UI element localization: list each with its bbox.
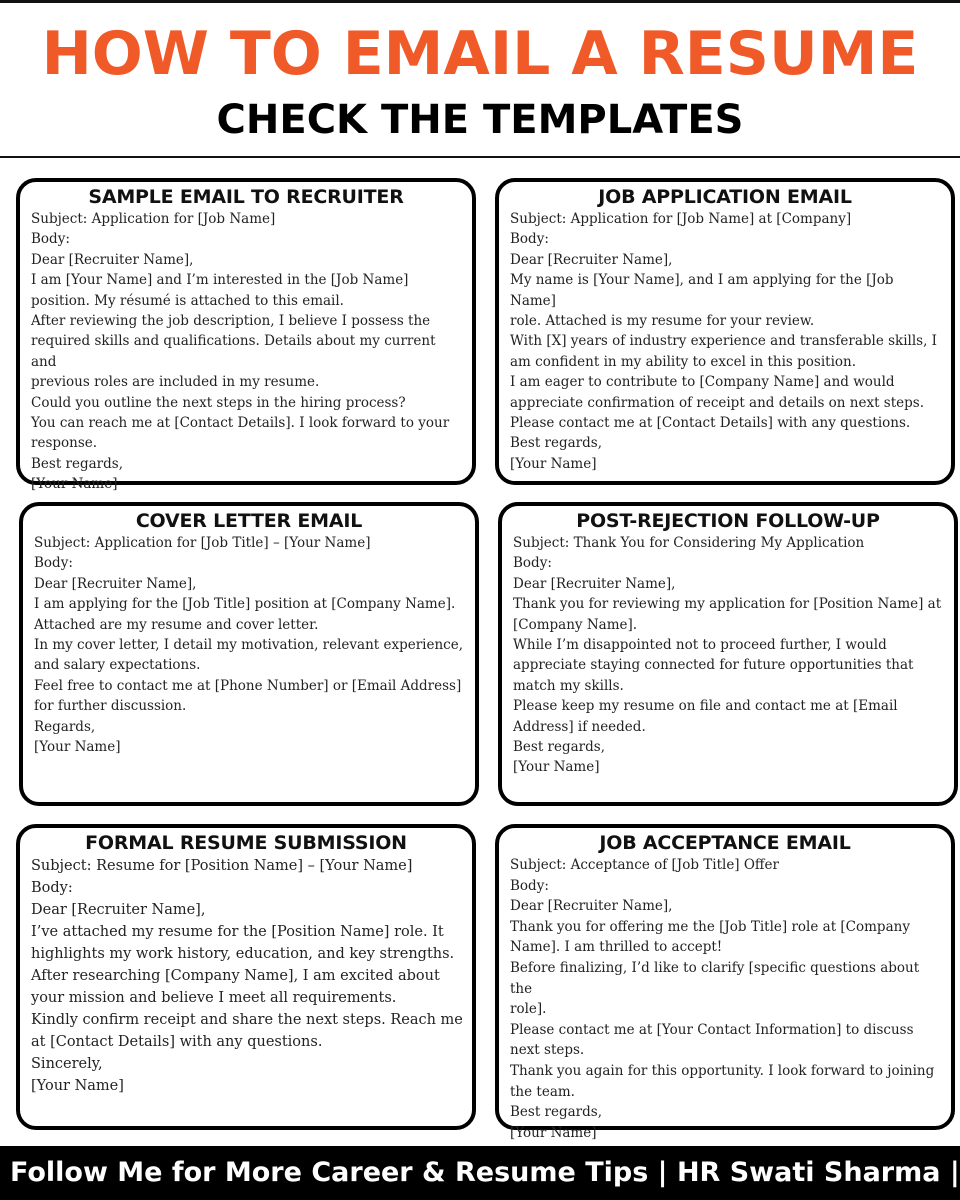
email-line: highlights my work history, education, and key strengths. (31, 946, 455, 962)
email-line: Regards, (34, 718, 96, 735)
card-title: JOB APPLICATION EMAIL (598, 186, 852, 208)
email-line: In my cover letter, I detail my motivation, relevant experience, (34, 637, 464, 654)
card-title: FORMAL RESUME SUBMISSION (85, 832, 407, 854)
card-post-rejection-follow-up (498, 502, 958, 806)
card-job-application-email (495, 178, 955, 485)
email-line: Thank you for reviewing my application for [Position Name] at (513, 596, 942, 613)
email-line: Sincerely, (31, 1056, 103, 1072)
email-line: Feel free to contact me at [Phone Number] or [Email Address] (34, 677, 462, 694)
email-line: Best regards, (31, 455, 124, 472)
email-line: Subject: Application for [Job Name] at [Company] (510, 211, 852, 227)
email-line: Subject: Thank You for Considering My Application (513, 535, 865, 551)
email-line: Body: (31, 231, 70, 248)
email-line: the team. (510, 1083, 575, 1100)
card-body (499, 855, 951, 1143)
email-line: your mission and believe I meet all requirements. (31, 990, 397, 1006)
top-divider (0, 0, 960, 3)
card-cover-letter-email (19, 502, 479, 806)
email-line: am confident in my ability to excel in this position. (510, 353, 857, 370)
card-title: COVER LETTER EMAIL (135, 510, 363, 532)
email-line: [Your Name] (510, 455, 597, 472)
email-line: I am applying for the [Job Title] position at [Company Name]. (34, 596, 456, 613)
email-line: Best regards, (510, 1104, 603, 1121)
card-recruiter-email (16, 178, 476, 493)
email-line: Best regards, (510, 435, 603, 452)
card-title: JOB ACCEPTANCE EMAIL (599, 832, 851, 854)
email-line: Body: (31, 880, 73, 896)
email-line: Attached are my resume and cover letter. (34, 616, 319, 633)
email-line: Thank you for offering me the [Job Title] role at [Company (510, 918, 910, 935)
header-divider (0, 156, 960, 158)
footer-banner (0, 1146, 960, 1200)
email-line: After researching [Company Name], I am excited about (31, 968, 440, 984)
email-line: [Your Name] (31, 476, 118, 493)
card-body (20, 209, 472, 495)
email-line: Dear [Recruiter Name], (510, 251, 673, 268)
card-body (23, 533, 475, 757)
email-line: Body: (513, 555, 552, 572)
email-line: response. (31, 435, 98, 452)
email-line: appreciate confirmation of receipt and details on next steps. (510, 394, 925, 411)
email-line: Best regards, (513, 739, 606, 756)
email-line: My name is [Your Name], and I am applying for the [Job Name] (510, 272, 894, 309)
email-line: Subject: Acceptance of [Job Title] Offer (510, 857, 779, 873)
card-title: POST-REJECTION FOLLOW-UP (576, 510, 880, 532)
email-line: While I’m disappointed not to proceed further, I would (513, 637, 887, 654)
email-line: Dear [Recruiter Name], (513, 575, 676, 592)
email-line: Please keep my resume on file and contact me at [Email (513, 698, 898, 715)
email-line: Please contact me at [Your Contact Information] to discuss (510, 1021, 914, 1038)
email-line: Kindly confirm receipt and share the next steps. Reach me (31, 1012, 463, 1028)
email-line: Body: (34, 555, 73, 572)
email-line: Dear [Recruiter Name], (34, 575, 197, 592)
email-line: Subject: Application for [Job Title] – [Your Name] (34, 535, 371, 551)
email-line: Before finalizing, I’d like to clarify [specific questions about the (510, 959, 920, 997)
card-formal-resume-submission (16, 824, 476, 1130)
email-line: Dear [Recruiter Name], (510, 898, 673, 915)
card-job-acceptance-email (495, 824, 955, 1141)
email-line: I am eager to contribute to [Company Name] and would (510, 374, 895, 391)
email-line: [Your Name] (31, 1078, 124, 1094)
footer-text: Follow Me for More Career & Resume Tips | HR Swati Sharma | (10, 1157, 960, 1188)
email-line: previous roles are included in my resume. (31, 374, 320, 391)
card-body (502, 533, 954, 778)
email-line: [Company Name]. (513, 616, 638, 633)
email-line: Name]. I am thrilled to accept! (510, 939, 723, 956)
email-line: for further discussion. (34, 698, 187, 715)
email-line: With [X] years of industry experience and transferable skills, I (510, 333, 938, 350)
email-line: Subject: Resume for [Position Name] – [Your Name] (31, 858, 413, 874)
email-line: Dear [Recruiter Name], (31, 251, 194, 268)
email-line: Dear [Recruiter Name], (31, 902, 206, 918)
email-line: and salary expectations. (34, 657, 201, 674)
email-line: Body: (510, 231, 549, 248)
email-line: I’ve attached my resume for the [Position Name] role. It (31, 924, 444, 940)
email-line: Address] if needed. (513, 718, 646, 735)
email-line: [Your Name] (34, 739, 121, 756)
email-line: Please contact me at [Contact Details] with any questions. (510, 415, 911, 432)
email-line: Subject: Application for [Job Name] (31, 211, 276, 227)
email-line: [Your Name] (513, 759, 600, 776)
email-line: role. Attached is my resume for your review. (510, 313, 815, 330)
page-title: HOW TO EMAIL A RESUME (41, 19, 919, 89)
email-line: You can reach me at [Contact Details]. I look forward to your (31, 415, 450, 432)
email-line: position. My résumé is attached to this email. (31, 292, 344, 309)
page-subtitle: CHECK THE TEMPLATES (216, 97, 744, 143)
email-line: Body: (510, 877, 549, 894)
email-line: role]. (510, 1001, 547, 1018)
card-title: SAMPLE EMAIL TO RECRUITER (88, 186, 404, 208)
email-line: required skills and qualifications. Details about my current and (31, 333, 436, 370)
email-line: Thank you again for this opportunity. I look forward to joining (510, 1062, 935, 1079)
email-line: next steps. (510, 1042, 585, 1059)
card-body (20, 855, 472, 1097)
email-line: I am [Your Name] and I’m interested in the [Job Name] (31, 272, 409, 289)
email-line: appreciate staying connected for future opportunities that (513, 657, 914, 674)
email-line: [Your Name] (510, 1124, 597, 1141)
card-body (499, 209, 951, 474)
email-line: match my skills. (513, 677, 624, 694)
email-line: Could you outline the next steps in the hiring process? (31, 394, 406, 411)
email-line: After reviewing the job description, I believe I possess the (31, 313, 431, 330)
email-line: at [Contact Details] with any questions. (31, 1034, 323, 1050)
